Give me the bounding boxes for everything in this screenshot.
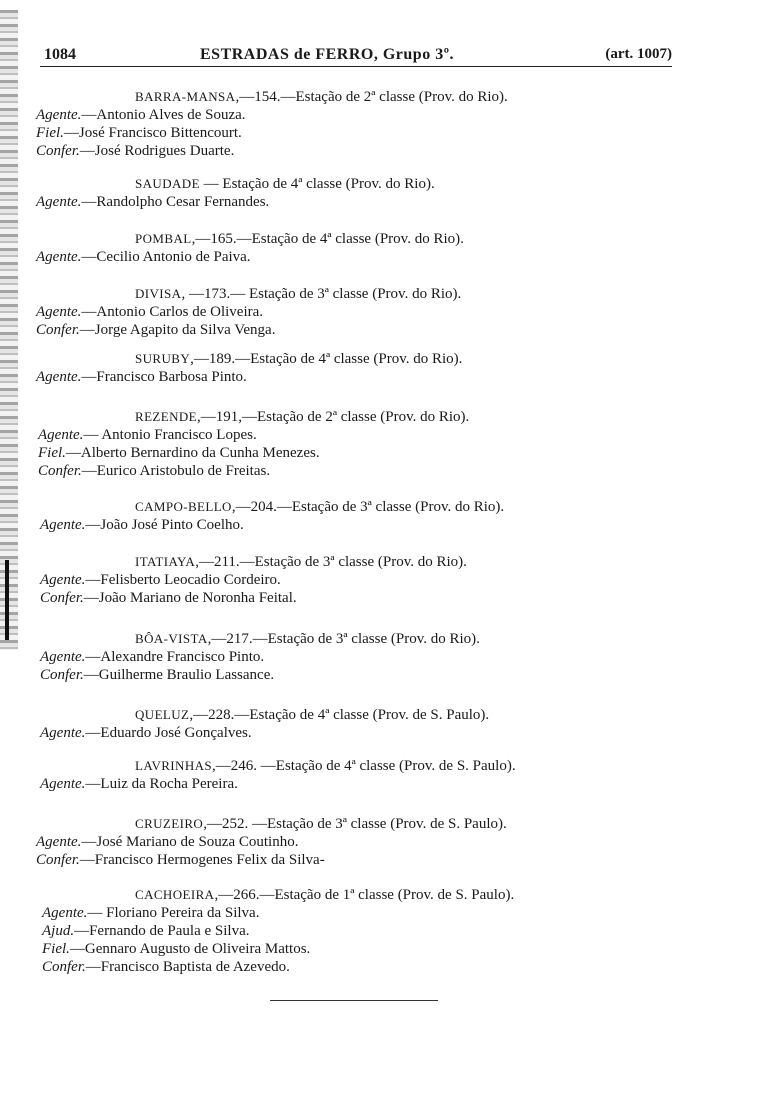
staff-name: —Francisco Hermogenes Felix da Silva-: [79, 852, 325, 868]
station-details: ,—154.—Estação de 2ª classe (Prov. do Rio).: [235, 89, 508, 105]
staff-role: Agente.: [42, 905, 88, 921]
staff-name: —Francisco Baptista de Azevedo.: [85, 959, 290, 975]
staff-role: Agente.: [38, 427, 84, 443]
station-entry: [30, 285, 670, 339]
station-name: DIVISA: [135, 286, 182, 301]
staff-row: [30, 589, 670, 607]
staff-role: Confer.: [36, 143, 80, 159]
staff-row: [30, 666, 670, 684]
staff-name: —Gennaro Augusto de Oliveira Mattos.: [69, 941, 311, 957]
station-details: ,—252. —Estação de 3ª classe (Prov. de S. Paulo).: [203, 816, 507, 832]
staff-name: —João Mariano de Noronha Feital.: [83, 590, 297, 606]
staff-role: Fiel.: [38, 445, 66, 461]
end-rule: [270, 1000, 438, 1001]
staff-name: — Antonio Francisco Lopes.: [83, 427, 257, 443]
staff-row: [30, 922, 670, 940]
station-details: ,—204.—Estação de 3ª classe (Prov. do Rio).: [231, 499, 505, 515]
staff-row: [30, 124, 670, 142]
staff-row: [30, 303, 670, 321]
header-rule: [40, 66, 672, 67]
staff-name: —Jorge Agapito da Silva Venga.: [79, 322, 276, 338]
station-details: ,—189.—Estação de 4ª classe (Prov. do Rio).: [190, 351, 463, 367]
staff-name: —Antonio Carlos de Oliveira.: [81, 304, 264, 320]
station-name: SURUBY: [135, 351, 191, 366]
staff-row: [30, 106, 670, 124]
staff-role: Agente.: [40, 776, 86, 792]
station-name: BÔA-VISTA: [135, 631, 208, 646]
station-details: ,—266.—Estação de 1ª classe (Prov. de S. Paulo).: [214, 887, 515, 903]
station-heading: [30, 498, 670, 516]
staff-role: Confer.: [36, 852, 80, 868]
staff-role: Confer.: [40, 590, 84, 606]
station-entry: [30, 630, 670, 684]
staff-name: —José Francisco Bittencourt.: [63, 125, 242, 141]
staff-row: [30, 462, 670, 480]
staff-name: —Cecilio Antonio de Paiva.: [81, 249, 251, 265]
staff-row: [30, 648, 670, 666]
station-heading: [30, 230, 670, 248]
station-heading: [30, 886, 670, 904]
station-heading: [30, 350, 670, 368]
staff-name: —Alexandre Francisco Pinto.: [85, 649, 265, 665]
station-details: — Estação de 4ª classe (Prov. do Rio).: [199, 176, 435, 192]
station-details: , —173.— Estação de 3ª classe (Prov. do Rio).: [181, 286, 462, 302]
staff-role: Fiel.: [36, 125, 64, 141]
staff-role: Agente.: [36, 249, 82, 265]
station-details: ,—165.—Estação de 4ª classe (Prov. do Rio).: [191, 231, 464, 247]
station-name: POMBAL: [135, 231, 192, 246]
staff-row: [30, 851, 670, 869]
station-name: CRUZEIRO: [135, 816, 204, 831]
staff-name: —José Mariano de Souza Coutinho.: [81, 834, 299, 850]
staff-role: Ajud.: [42, 923, 75, 939]
staff-row: [30, 444, 670, 462]
staff-name: —Guilherme Braulio Lassance.: [83, 667, 275, 683]
book-spine-shadow: [0, 10, 18, 650]
staff-role: Agente.: [40, 725, 86, 741]
staff-row: [30, 833, 670, 851]
staff-name: — Floriano Pereira da Silva.: [87, 905, 260, 921]
staff-row: [30, 248, 670, 266]
staff-name: —Antonio Alves de Souza.: [81, 107, 246, 123]
staff-role: Confer.: [40, 667, 84, 683]
staff-row: [30, 193, 670, 211]
staff-role: Agente.: [40, 572, 86, 588]
station-heading: [30, 757, 670, 775]
staff-name: —Randolpho Cesar Fernandes.: [81, 194, 270, 210]
station-details: ,—217.—Estação de 3ª classe (Prov. do Rio).: [207, 631, 480, 647]
station-heading: [30, 175, 670, 193]
staff-name: —José Rodrigues Duarte.: [79, 143, 235, 159]
station-entry: [30, 498, 670, 534]
staff-role: Confer.: [36, 322, 80, 338]
staff-row: [30, 571, 670, 589]
station-name: CACHOEIRA: [135, 887, 215, 902]
station-details: ,—246. —Estação de 4ª classe (Prov. de S. Paulo).: [212, 758, 516, 774]
station-name: CAMPO-BELLO: [135, 499, 232, 514]
station-entry: [30, 230, 670, 266]
station-heading: [30, 553, 670, 571]
station-heading: [30, 815, 670, 833]
station-entry: [30, 175, 670, 211]
station-name: QUELUZ: [135, 707, 190, 722]
staff-role: Agente.: [36, 107, 82, 123]
staff-row: [30, 142, 670, 160]
staff-name: —Francisco Barbosa Pinto.: [81, 369, 247, 385]
staff-row: [30, 724, 670, 742]
article-reference: (art. 1007): [605, 46, 672, 62]
station-heading: [30, 408, 670, 426]
staff-name: —Felisberto Leocadio Cordeiro.: [85, 572, 281, 588]
station-name: BARRA-MANSA: [135, 89, 236, 104]
staff-row: [30, 904, 670, 922]
running-header: [40, 42, 672, 68]
station-details: ,—211.—Estação de 3ª classe (Prov. do Rio).: [195, 554, 467, 570]
station-details: ,—191,—Estação de 2ª classe (Prov. do Rio).: [197, 409, 470, 425]
staff-row: [30, 940, 670, 958]
staff-name: —Luiz da Rocha Pereira.: [85, 776, 238, 792]
staff-row: [30, 321, 670, 339]
station-details: ,—228.—Estação de 4ª classe (Prov. de S. Paulo).: [189, 707, 490, 723]
staff-role: Agente.: [40, 649, 86, 665]
station-entry: [30, 886, 670, 976]
station-name: ITATIAYA: [135, 554, 196, 569]
staff-name: —João José Pinto Coelho.: [85, 517, 244, 533]
staff-name: —Fernando de Paula e Silva.: [74, 923, 250, 939]
station-entry: [30, 350, 670, 386]
staff-row: [30, 516, 670, 534]
station-name: LAVRINHAS: [135, 758, 213, 773]
staff-role: Agente.: [36, 304, 82, 320]
staff-name: —Eduardo José Gonçalves.: [85, 725, 252, 741]
station-entry: [30, 408, 670, 480]
staff-row: [30, 775, 670, 793]
margin-mark: [5, 560, 9, 640]
station-name: REZENDE: [135, 409, 198, 424]
page-number: 1084: [44, 46, 76, 63]
staff-role: Confer.: [42, 959, 86, 975]
station-heading: [30, 630, 670, 648]
station-heading: [30, 706, 670, 724]
staff-row: [30, 368, 670, 386]
staff-role: Agente.: [36, 194, 82, 210]
staff-row: [30, 426, 670, 444]
station-entry: [30, 706, 670, 742]
staff-role: Fiel.: [42, 941, 70, 957]
staff-role: Agente.: [36, 834, 82, 850]
station-heading: [30, 285, 670, 303]
running-title: ESTRADAS de FERRO, Grupo 3º.: [200, 46, 454, 63]
staff-name: —Eurico Aristobulo de Freitas.: [81, 463, 271, 479]
station-entry: [30, 553, 670, 607]
station-name: SAUDADE: [135, 176, 200, 191]
station-heading: [30, 88, 670, 106]
station-entry: [30, 88, 670, 160]
staff-role: Agente.: [40, 517, 86, 533]
staff-name: —Alberto Bernardino da Cunha Menezes.: [65, 445, 320, 461]
staff-role: Agente.: [36, 369, 82, 385]
station-entry: [30, 815, 670, 869]
staff-row: [30, 958, 670, 976]
station-entry: [30, 757, 670, 793]
staff-role: Confer.: [38, 463, 82, 479]
